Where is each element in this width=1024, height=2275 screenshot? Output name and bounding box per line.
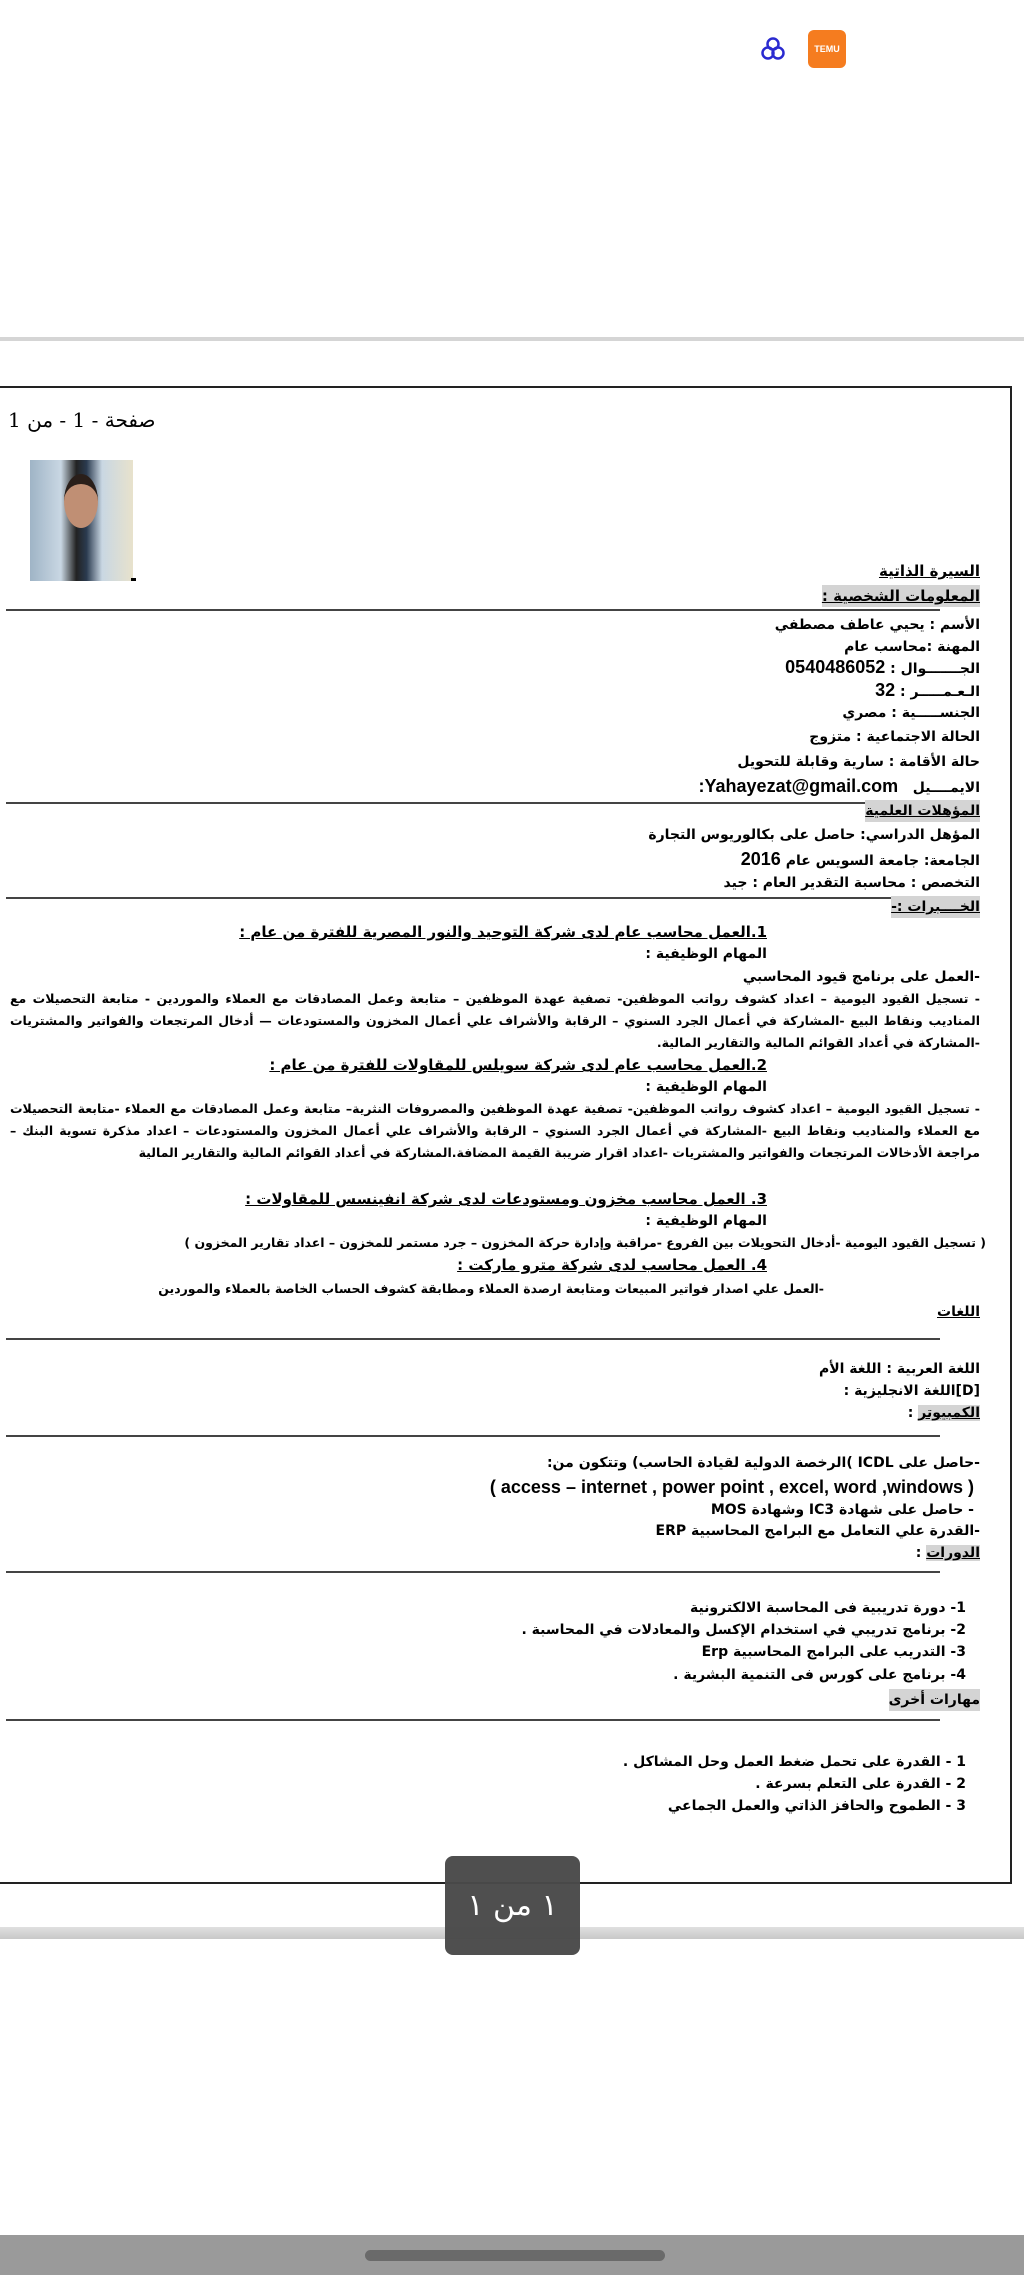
email-label: الايمــــيل: [912, 780, 980, 796]
job-tasks: -العمل علي اصدار فواتير المبيعات ومتابعة ارصدة العملاء ومطابقة كشوف الحساب الخاصة بالعملاء والموردين: [158, 1281, 824, 1296]
section-skills: مهارات أخرى: [889, 1689, 980, 1711]
divider: [6, 802, 940, 804]
skill-item: 1 - القدرة على تحمل ضغط العمل وحل المشاكل .: [622, 1754, 966, 1770]
language-item: [D]اللغة الانجليزية :: [843, 1383, 980, 1399]
course-item: 2- برنامج تدريبي في استخدام الإكسل والمعادلات في المحاسبة .: [521, 1622, 966, 1638]
divider: [6, 609, 940, 611]
divider: [6, 1338, 940, 1340]
section-personal: المعلومات الشخصية :: [821, 587, 980, 605]
graduation-year: 2016: [740, 849, 781, 869]
specialization: التخصص : محاسبة التقدير العام : جيد: [723, 875, 980, 891]
course-item: 3- التدريب على البرامج المحاسبية Erp: [701, 1644, 966, 1660]
tasks-label: المهام الوظيفية :: [645, 946, 767, 962]
email[interactable]: Yahayezat@gmail.com:: [698, 776, 899, 796]
email-row: [699, 775, 980, 799]
skill-item: 2 - القدرة على التعلم بسرعة .: [755, 1776, 966, 1792]
university-row: [741, 848, 980, 872]
age-row: [875, 679, 980, 703]
section-computer-row: الكمبيوتر :: [907, 1405, 980, 1421]
section-qualifications: المؤهلات العلمية: [865, 800, 980, 822]
page-indicator: ١ من ١: [445, 1856, 580, 1955]
job-title: 3. العمل محاسب مخزون ومستودعات لدى شركة انفينسس للمقاولات :: [245, 1190, 767, 1208]
divider: [6, 1571, 940, 1573]
name: الأسم : يحيي عاطف مصطفي: [774, 617, 980, 633]
section-experience: الخــــبرات :-: [891, 896, 980, 918]
degree: المؤهل الدراسي: حاصل على بكالوريوس التجارة: [648, 827, 980, 843]
age: 32: [875, 680, 896, 700]
divider: [6, 897, 940, 899]
divider: [6, 1435, 940, 1437]
phone-row: [785, 656, 980, 680]
section-languages: اللغات: [937, 1304, 980, 1320]
job-tasks: - تسجيل القيود اليومية – اعداد كشوف رواتب الموظفين- تصفية عهدة الموظفين – متابعة وعمل المصادقات مع العملاء والموردين - متابعة التحصيلات مع المناديب ونقاط البيع -المشاركة في أعمال الجرد السنوي – الرقابة والأشراف علي أعمال المخزون والمستودعات — أدخال المرتجعات والفواتير والمشتريات -المشاركة في أعداد القوائم المالية والتقارير المالية.: [10, 991, 980, 1050]
course-item: 1- دورة تدريبية فى المحاسبة الالكترونية: [689, 1600, 966, 1616]
app-logo-icon[interactable]: [760, 36, 786, 62]
job-title: 2.العمل محاسب عام لدى شركة سويلس للمقاولات للفترة من عام :: [269, 1056, 767, 1074]
job-tasks: ( تسجيل القيود اليومية -أدخال التحويلات بين الفروع -مراقبة وإدارة حركة المخزون – جرد مستمر للمخزون – اعداد تقارير المخزون ): [184, 1235, 986, 1250]
marker: [131, 578, 136, 581]
divider: [6, 1719, 940, 1721]
nationality: الجنســـــية : مصري: [842, 705, 980, 721]
section-courses-row: الدورات :: [915, 1545, 980, 1561]
temu-app-icon[interactable]: TEMU: [808, 30, 846, 68]
page-number-label: صفحة - 1 - من 1: [8, 408, 156, 432]
skill-item: 3 - الطموح والحافز الذاتي والعمل الجماعي: [667, 1798, 966, 1814]
marital-status: الحالة الاجتماعية : متزوج: [809, 729, 980, 745]
language-item: اللغة العربية : اللغة الأم: [818, 1361, 980, 1377]
computer-item: - حاصل على شهادة IC3 وشهادة MOS: [710, 1502, 974, 1518]
home-handle[interactable]: [365, 2250, 665, 2261]
course-item: 4- برنامج على كورس فى التنمية البشرية .: [673, 1667, 966, 1683]
phone-label: الجـــــــوال :: [890, 661, 980, 677]
computer-item: -حاصل على ICDL )الرخصة الدولية لقيادة الحاسب) وتتكون من:: [546, 1455, 980, 1471]
profession: المهنة :محاسب عام: [844, 639, 980, 655]
residency: حالة الأقامة : سارية وقابلة للتحويل: [737, 754, 980, 770]
profile-photo: [30, 460, 133, 581]
job-title: 1.العمل محاسب عام لدى شركة التوحيد والنور المصرية للفترة من عام :: [239, 923, 767, 941]
job-tasks: - تسجيل القيود اليومية – اعداد كشوف رواتب الموظفين- تصفية عهدة الموظفين والمصروفات النثرية– متابعة وعمل المصادقات مع العملاء -متابعة التحصيلات مع العملاء والمناديب ونقاط البيع -المشاركة في أعمال الجرد السنوي – الرقابة والأشراف علي أعمال المخزون والمستودعات – اعداد مذكرة تسوية البنك – مراجعة الأدخالات المرتجعات والفواتير والمشتريات -اعداد اقرار ضريبة القيمة المضافة.المشاركة في أعداد القوائم المالية والتقارير المالية: [10, 1101, 980, 1160]
section-courses: الدورات: [926, 1545, 980, 1561]
section-computer: الكمبيوتر: [918, 1405, 980, 1421]
tasks-label: المهام الوظيفية :: [645, 1213, 767, 1229]
computer-item: -القدرة علي التعامل مع البرامج المحاسبية ERP: [655, 1523, 980, 1539]
top-app-icons: [760, 30, 846, 68]
phone: 0540486052: [785, 657, 886, 677]
university: الجامعة: جامعة السويس عام: [785, 853, 980, 869]
system-nav-bar: [0, 2235, 1024, 2275]
tasks-label: المهام الوظيفية :: [645, 1079, 767, 1095]
divider: [0, 337, 1024, 341]
age-label: الـعـمـــــر :: [899, 684, 980, 700]
job-title: 4. العمل محاسب لدى شركة مترو ماركت :: [457, 1256, 767, 1274]
job-pre: -العمل على برنامج قيود المحاسبي: [742, 969, 980, 985]
cv-title: السيرة الذاتية: [878, 562, 980, 580]
computer-item: ( access – internet , power point , excel, word ,windows ): [489, 1477, 974, 1497]
